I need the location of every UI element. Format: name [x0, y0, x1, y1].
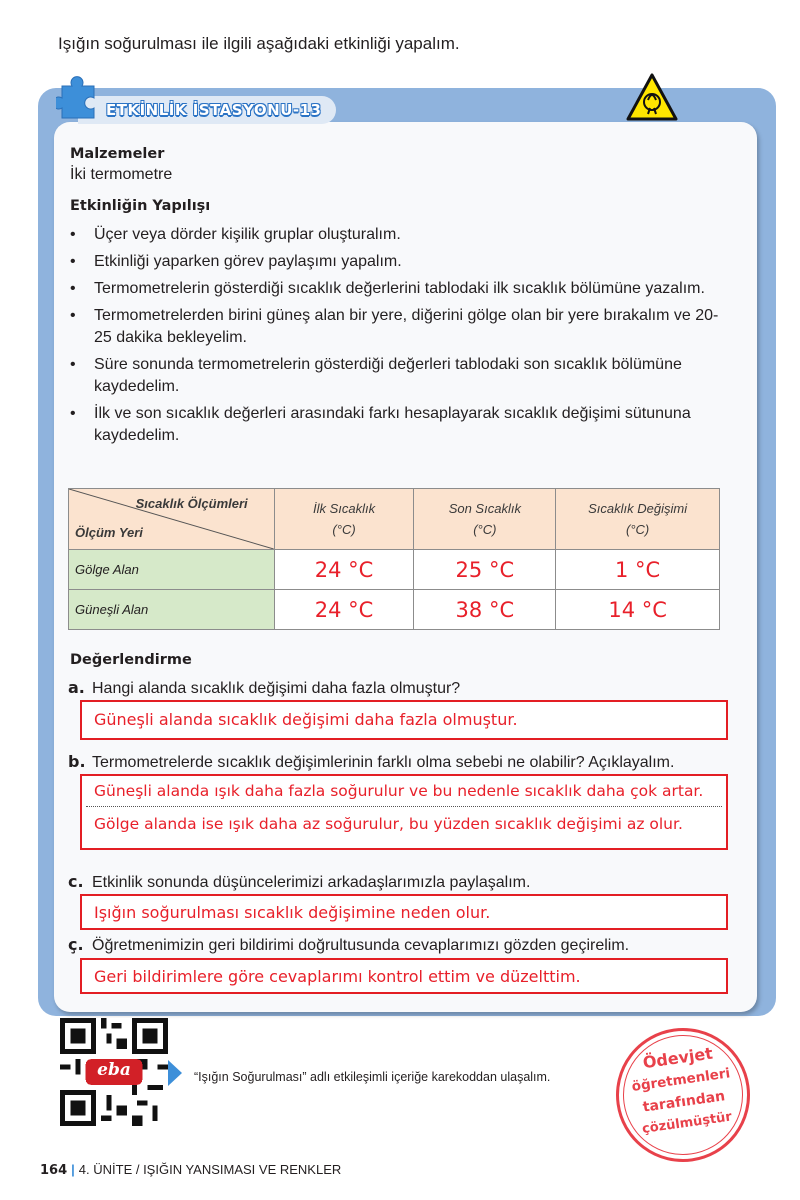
materials-value: İki termometre: [70, 166, 173, 183]
answer-line: Güneşli alanda sıcaklık değişimi daha fazla olmuştur.: [94, 710, 518, 729]
answer-box-b: [80, 774, 728, 850]
table-row: [69, 590, 720, 630]
banner-title: ETKİNLİK İSTASYONU-13: [106, 101, 322, 119]
puzzle-piece-icon: [56, 74, 100, 120]
list-item: • Termometrelerden birini güneş alan bir yere, diğerini gölge olan bir yere bırakalım ve 20-25 dakika bekleyelim.: [70, 307, 719, 346]
answer-line: Gölge alanda ise ışık daha az soğurulur, bu yüzden sıcaklık değişimi az olur.: [94, 815, 683, 833]
arrow-right-icon: [168, 1060, 182, 1086]
list-item: • Üçer veya dörder kişilik gruplar oluşturalım.: [70, 226, 401, 243]
intro-text: Işığın soğurulması ile ilgili aşağıdaki etkinliği yapalım.: [58, 34, 460, 53]
method-bullet-list: [70, 224, 725, 452]
question-c: c. Etkinlik sonunda düşüncelerimizi arkadaşlarımızla paylaşalım.: [68, 872, 531, 891]
answer-line: Geri bildirimlere göre cevaplarımı kontrol ettim ve düzelttim.: [94, 967, 581, 986]
list-item: • Süre sonunda termometrelerin gösterdiği değerleri tablodaki son sıcaklık bölümüne kaydedelim.: [70, 356, 682, 395]
materials-heading: Malzemeler: [70, 146, 165, 162]
row-label: Güneşli Alan: [69, 590, 275, 630]
list-item: • İlk ve son sıcaklık değerleri arasındaki farkı hesaplayarak sıcaklık değişimi sütununa kaydedelim.: [70, 405, 691, 444]
question-cc: ç. Öğretmenimizin geri bildirimi doğrultusunda cevaplarımızı gözden geçirelim.: [68, 935, 630, 954]
table-cell: 25 °C: [414, 550, 556, 590]
column-header: Sıcaklık Değişimi (°C): [556, 489, 720, 550]
answer-line: Işığın soğurulması sıcaklık değişimine neden olur.: [94, 903, 491, 922]
dotted-divider: [86, 806, 722, 807]
table-row: [69, 550, 720, 590]
activity-banner: [78, 96, 336, 124]
table-cell: 24 °C: [274, 550, 414, 590]
solved-stamp: Ödevjet öğretmenleri tarafından çözülmüştür: [607, 1019, 758, 1170]
method-heading: Etkinliğin Yapılışı: [70, 198, 211, 214]
answer-box-c: [80, 894, 728, 930]
section-title: 4. ÜNİTE / IŞIĞIN YANSIMASI VE RENKLER: [78, 1162, 342, 1177]
question-a: a. Hangi alanda sıcaklık değişimi daha fazla olmuştur?: [68, 678, 461, 697]
qr-caption: “Işığın Soğurulması” adlı etkileşimli içeriğe karekoddan ulaşalım.: [194, 1070, 551, 1084]
table-header-row: [69, 489, 720, 550]
table-cell: 38 °C: [414, 590, 556, 630]
answer-box-a: [80, 700, 728, 740]
measurement-table: [68, 488, 720, 630]
question-b: b. Termometrelerde sıcaklık değişimlerinin farklı olma sebebi ne olabilir? Açıklayalım.: [68, 752, 675, 771]
table-cell: 14 °C: [556, 590, 720, 630]
row-label: Gölge Alan: [69, 550, 275, 590]
page-footer: 164 | 4. ÜNİTE / IŞIĞIN YANSIMASI VE RENKLER: [40, 1162, 342, 1178]
corner-top-label: Sıcaklık Ölçümleri: [135, 496, 248, 511]
answer-line: Güneşli alanda ışık daha fazla soğurulur ve bu nedenle sıcaklık daha çok artar.: [94, 782, 704, 800]
list-item: • Etkinliği yaparken görev paylaşımı yapalım.: [70, 253, 402, 270]
list-item: • Termometrelerin gösterdiği sıcaklık değerlerini tablodaki ilk sıcaklık bölümüne yazalım.: [70, 280, 705, 297]
evaluation-heading: Değerlendirme: [70, 652, 192, 668]
table-corner-cell: [69, 489, 275, 550]
corner-bottom-label: Ölçüm Yeri: [75, 525, 143, 540]
table-cell: 1 °C: [556, 550, 720, 590]
page-number: 164: [40, 1163, 68, 1178]
eba-logo: eba: [97, 1060, 131, 1080]
column-header: Son Sıcaklık (°C): [414, 489, 556, 550]
column-header: İlk Sıcaklık (°C): [274, 489, 414, 550]
warning-sign-icon: [626, 72, 678, 122]
table-cell: 24 °C: [274, 590, 414, 630]
answer-box-cc: [80, 958, 728, 994]
